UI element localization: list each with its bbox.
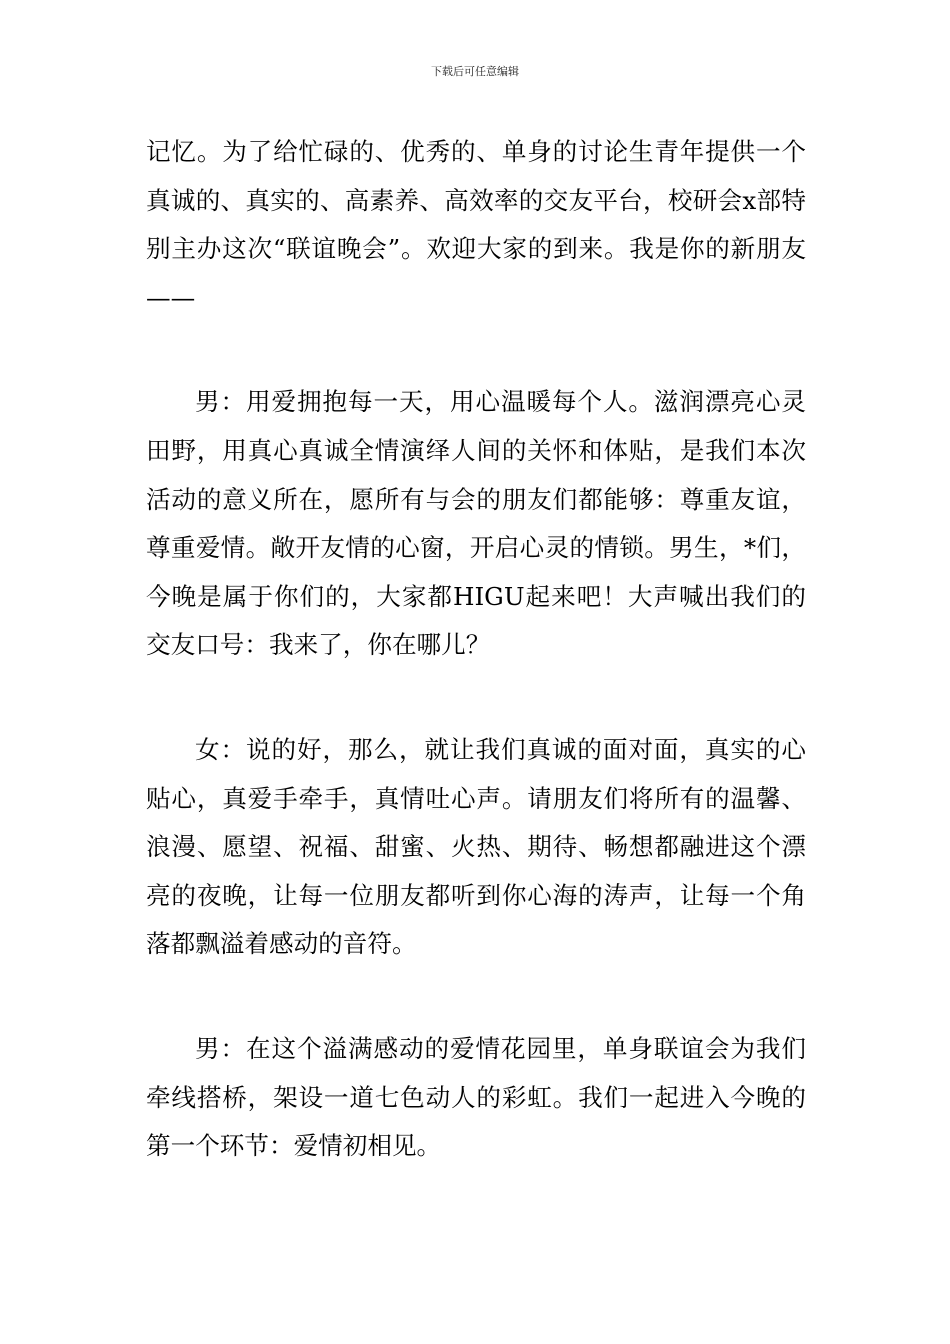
paragraph-opening: 记忆。为了给忙碌的、优秀的、单身的讨论生青年提供一个真诚的、真实的、高素养、高效率的交友平台，校研会x部特别主办这次“联谊晚会”。欢迎大家的到来。我是你的新朋友—— (146, 137, 806, 312)
paragraph-male-1: 男：用爱拥抱每一天，用心温暖每个人。滋润漂亮心灵田野，用真心真诚全情演绎人间的关怀和体贴，是我们本次活动的意义所在，愿所有与会的朋友们都能够：尊重友谊，尊重爱情。敞开友情的心窗，开启心灵的情锁。男生，*们，今晚是属于你们的，大家都HIGU起来吧！大声喊出我们的交友口号：我来了，你在哪儿？ (146, 387, 806, 660)
page-header: 下载后可任意编辑 (431, 65, 519, 78)
paragraph-gap (146, 322, 806, 378)
paragraph-female-1: 女：说的好，那么，就让我们真诚的面对面，真实的心贴心，真爱手牵手，真情吐心声。请朋友们将所有的温馨、浪漫、愿望、祝福、甜蜜、火热、期待、畅想都融进这个漂亮的夜晚，让每一位朋友都听到你心海的涛声，让每一个角落都飘溢着感动的音符。 (146, 734, 806, 959)
paragraph-male-2: 男：在这个溢满感动的爱情花园里，单身联谊会为我们牵线搭桥，架设一道七色动人的彩虹。我们一起进入今晚的第一个环节：爱情初相见。 (146, 1033, 806, 1161)
document-body (146, 128, 806, 1171)
paragraph-gap (146, 969, 806, 1025)
paragraph-gap (146, 670, 806, 726)
